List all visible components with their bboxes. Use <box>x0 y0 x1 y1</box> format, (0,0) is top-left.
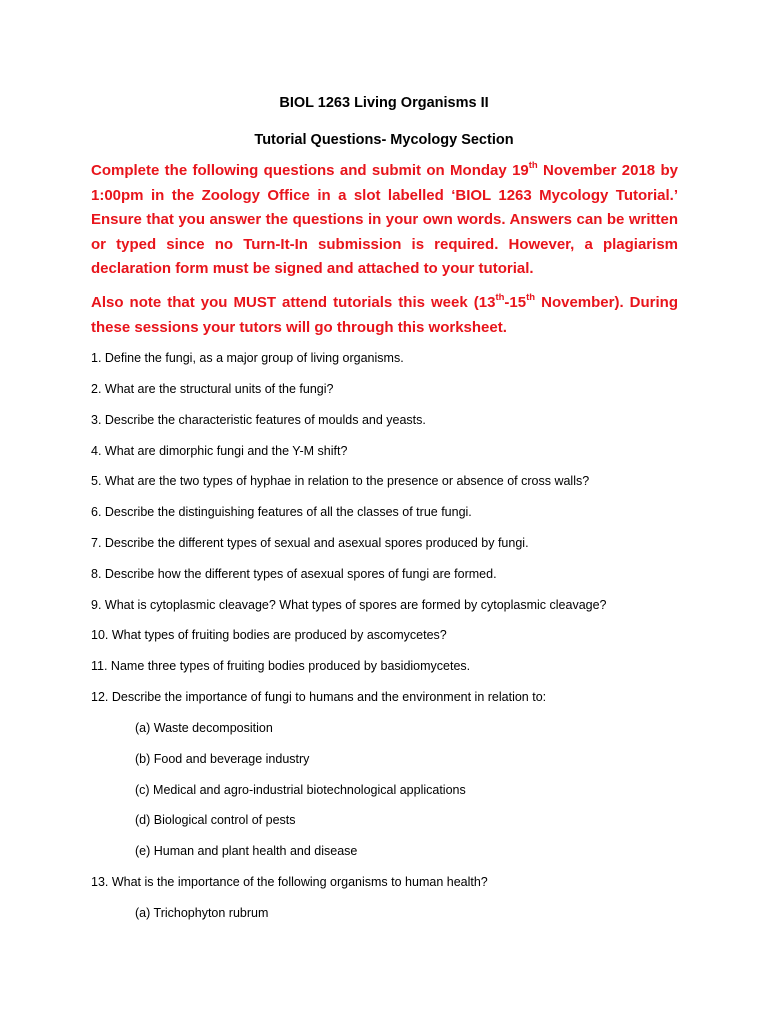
question-2: 2. What are the structural units of the fungi? <box>91 382 334 396</box>
question-7: 7. Describe the different types of sexual and asexual spores produced by fungi. <box>91 536 529 550</box>
question-1: 1. Define the fungi, as a major group of living organisms. <box>91 351 404 365</box>
section-title: Tutorial Questions- Mycology Section <box>254 132 514 148</box>
question-5: 5. What are the two types of hyphae in relation to the presence or absence of cross walls? <box>91 474 590 488</box>
question-6: 6. Describe the distinguishing features of all the classes of true fungi. <box>91 505 472 519</box>
question-12-item-e: (e) Human and plant health and disease <box>135 844 358 858</box>
question-4: 4. What are dimorphic fungi and the Y-M shift? <box>91 444 348 458</box>
question-8: 8. Describe how the different types of asexual spores of fungi are formed. <box>91 567 497 581</box>
question-12-item-b: (b) Food and beverage industry <box>135 752 310 766</box>
course-title: BIOL 1263 Living Organisms II <box>279 95 489 111</box>
submission-instructions: Complete the following questions and submit on Monday 19th November 2018 by 1:00pm in the Zoology Office in a slot labelled ‘BIOL 1263 Mycology Tutorial.’ Ensure that you answer the questions in your own words. Answers can be written or typed since no Turn-It-In submission is required. However, a plagiarism declaration form must be signed and attached to your tutorial. <box>91 160 678 277</box>
question-11: 11. Name three types of fruiting bodies produced by basidiomycetes. <box>91 659 471 673</box>
question-3: 3. Describe the characteristic features of moulds and yeasts. <box>91 413 426 427</box>
question-12-item-c: (c) Medical and agro-industrial biotechnological applications <box>135 783 466 797</box>
question-13: 13. What is the importance of the following organisms to human health? <box>91 875 488 889</box>
question-13-item-a: (a) Trichophyton rubrum <box>135 906 269 920</box>
question-12-item-a: (a) Waste decomposition <box>135 721 273 735</box>
attendance-note: Also note that you MUST attend tutorials this week (13th-15th November). During these sessions your tutors will go through this worksheet. <box>91 292 678 336</box>
question-9: 9. What is cytoplasmic cleavage? What types of spores are formed by cytoplasmic cleavage? <box>91 598 607 612</box>
question-10: 10. What types of fruiting bodies are produced by ascomycetes? <box>91 628 447 642</box>
question-12-item-d: (d) Biological control of pests <box>135 813 296 827</box>
question-12: 12. Describe the importance of fungi to humans and the environment in relation to: <box>91 690 547 704</box>
